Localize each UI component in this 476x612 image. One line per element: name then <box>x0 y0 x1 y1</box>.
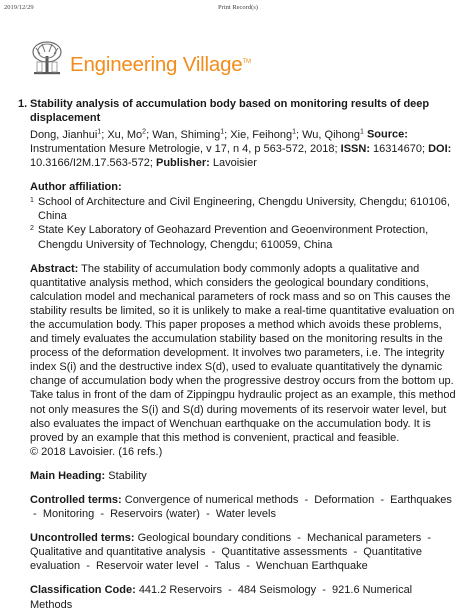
uncontrolled-term: Mechanical parameters <box>306 532 422 545</box>
abstract-text: The stability of accumulation body commonly adopts a qualitative and quantitative analysis method, which considers the geological boundary conditions, calculation model and mechanical parameters of rock mass and so on This causes the stability results be limited, so it is unlikely to make a real-time quantitative evaluation on the accumulation body. This paper proposes a method which avoids these problems, and timely evaluates the accumulation stability based on the monitoring results in the process of the deformation development. It involves two parameters, i.e. The integrity index S(i) and the destructive index S(d), used to evaluate quantitatively the dynamic change of accumulation body when the progressive destroy occurs from the bottom up. Take talus in front of the dam of Zippingpu hydraulic project as an example, this method not only measures the S(i) and S(d) during movements of its reservoir water level, but also evaluates the impact of Wenchuan earthquake on the accumulation body. It is proved by an example that this method is convenient, practical and feasible. <box>30 262 456 444</box>
author-affiliation-number: 1 <box>359 128 364 136</box>
affiliation-number: 1 <box>30 197 34 205</box>
uncontrolled-term: Reservoir water level <box>96 560 199 573</box>
author-name: Wu, Qihong <box>302 128 360 141</box>
author-name: Xu, Mo <box>107 128 143 141</box>
controlled-term: Reservoirs (water) <box>110 508 200 521</box>
uncontrolled-term: Wenchuan Earthquake <box>256 560 368 573</box>
affiliation-item <box>30 223 456 251</box>
uncontrolled-term: Quantitative evaluation <box>30 546 422 573</box>
elsevier-tree-icon <box>30 40 64 78</box>
publisher-label: Publisher: <box>156 157 210 170</box>
classification-label: Classification Code: <box>30 584 136 597</box>
uncontrolled-term: Quantitative assessments <box>221 546 348 559</box>
classification-item: 921.6 Numerical Methods <box>30 584 413 611</box>
affiliation-number: 2 <box>30 225 34 233</box>
abstract-label: Abstract: <box>30 262 79 275</box>
print-header <box>4 4 472 16</box>
controlled-term: Water levels <box>215 508 276 521</box>
main-heading-label: Main Heading: <box>30 469 106 482</box>
classification-list: 441.2 Reservoirs - 484 Seismology - 921.6 Numerical Methods <box>30 584 413 611</box>
author-list: Dong, Jianhui$^1$; Xu, Mo$^2$; Wan, Shiming$^1$; Xie, Feihong$^1$; Wu, Qihong$^1$ <box>30 128 364 141</box>
controlled-terms <box>30 493 456 521</box>
print-title: Print Record(s) <box>218 4 258 11</box>
uncontrolled-term: Qualitative and quantitative analysis <box>30 546 206 559</box>
affiliation-text: School of Architecture and Civil Engineering, Chengdu University, Chengdu; 610106, China <box>38 196 450 223</box>
uncontrolled-terms-label: Uncontrolled terms: <box>30 532 135 545</box>
record <box>18 97 456 612</box>
copyright: © 2018 Lavoisier. (16 refs.) <box>30 445 163 458</box>
record-title: Stability analysis of accumulation body based on monitoring results of deep displacement <box>30 98 430 125</box>
main-heading-value: Stability <box>108 469 147 482</box>
doi-value: 10.3166/I2M.17.563-572; <box>30 157 153 170</box>
classification-code <box>30 583 456 611</box>
author-name: Dong, Jianhui <box>30 128 98 141</box>
issn-value: 16314670; <box>373 142 426 155</box>
record-citation <box>30 125 456 170</box>
engineering-village-logo <box>30 40 270 80</box>
brand-text: Engineering Village <box>70 53 243 76</box>
trademark-mark: TM <box>242 59 251 66</box>
uncontrolled-term: Talus <box>214 560 241 573</box>
uncontrolled-terms <box>30 531 456 573</box>
uncontrolled-term: Geological boundary conditions <box>137 532 292 545</box>
abstract <box>30 262 456 459</box>
controlled-term: Monitoring <box>42 508 95 521</box>
author-affiliation-number: 2 <box>142 128 147 136</box>
affiliation-text: State Key Laboratory of Geohazard Prevention and Geoenvironment Protection, Chengdu University of Technology, Chengdu; 610059, China <box>38 224 429 251</box>
affiliation-item <box>30 195 456 223</box>
record-number: 1. <box>18 98 28 110</box>
uncontrolled-terms-list: Geological boundary conditions - Mechanical parameters - Qualitative and quantitative analysis - Quantitative assessments - Quantitative evaluation - Reservoir water level - Talus - Wenchuan Earthquake <box>30 532 435 573</box>
author-name: Wan, Shiming <box>152 128 221 141</box>
source-label: Source: <box>366 128 408 141</box>
author-affiliation-number: 1 <box>292 128 296 136</box>
affiliation-heading: Author affiliation: <box>30 181 122 194</box>
affiliation-list <box>30 195 456 251</box>
publisher-value: Lavoisier <box>212 157 257 170</box>
main-heading <box>30 469 456 483</box>
print-date: 2019/12/29 <box>4 4 34 11</box>
author-affiliation-number: 1 <box>97 128 102 136</box>
controlled-term: Convergence of numerical methods <box>124 494 299 506</box>
controlled-term: Earthquakes <box>390 494 452 506</box>
controlled-terms-list: Convergence of numerical methods - Deformation - Earthquakes - Monitoring - Reservoirs (water) - Water levels <box>30 494 452 521</box>
issn-label: ISSN: <box>340 142 370 155</box>
author-affiliation-number: 1 <box>220 128 225 136</box>
source-value: Instrumentation Mesure Metrologie, v 17, n 4, p 563-572, 2018; <box>30 142 338 155</box>
author-name: Xie, Feihong <box>230 128 293 141</box>
record-content <box>18 97 456 612</box>
controlled-term: Deformation <box>314 494 375 506</box>
classification-item: 484 Seismology <box>237 584 317 597</box>
doi-label: DOI: <box>428 142 452 155</box>
brand-name <box>70 53 251 77</box>
classification-item: 441.2 Reservoirs <box>138 584 222 597</box>
controlled-terms-label: Controlled terms: <box>30 494 122 506</box>
